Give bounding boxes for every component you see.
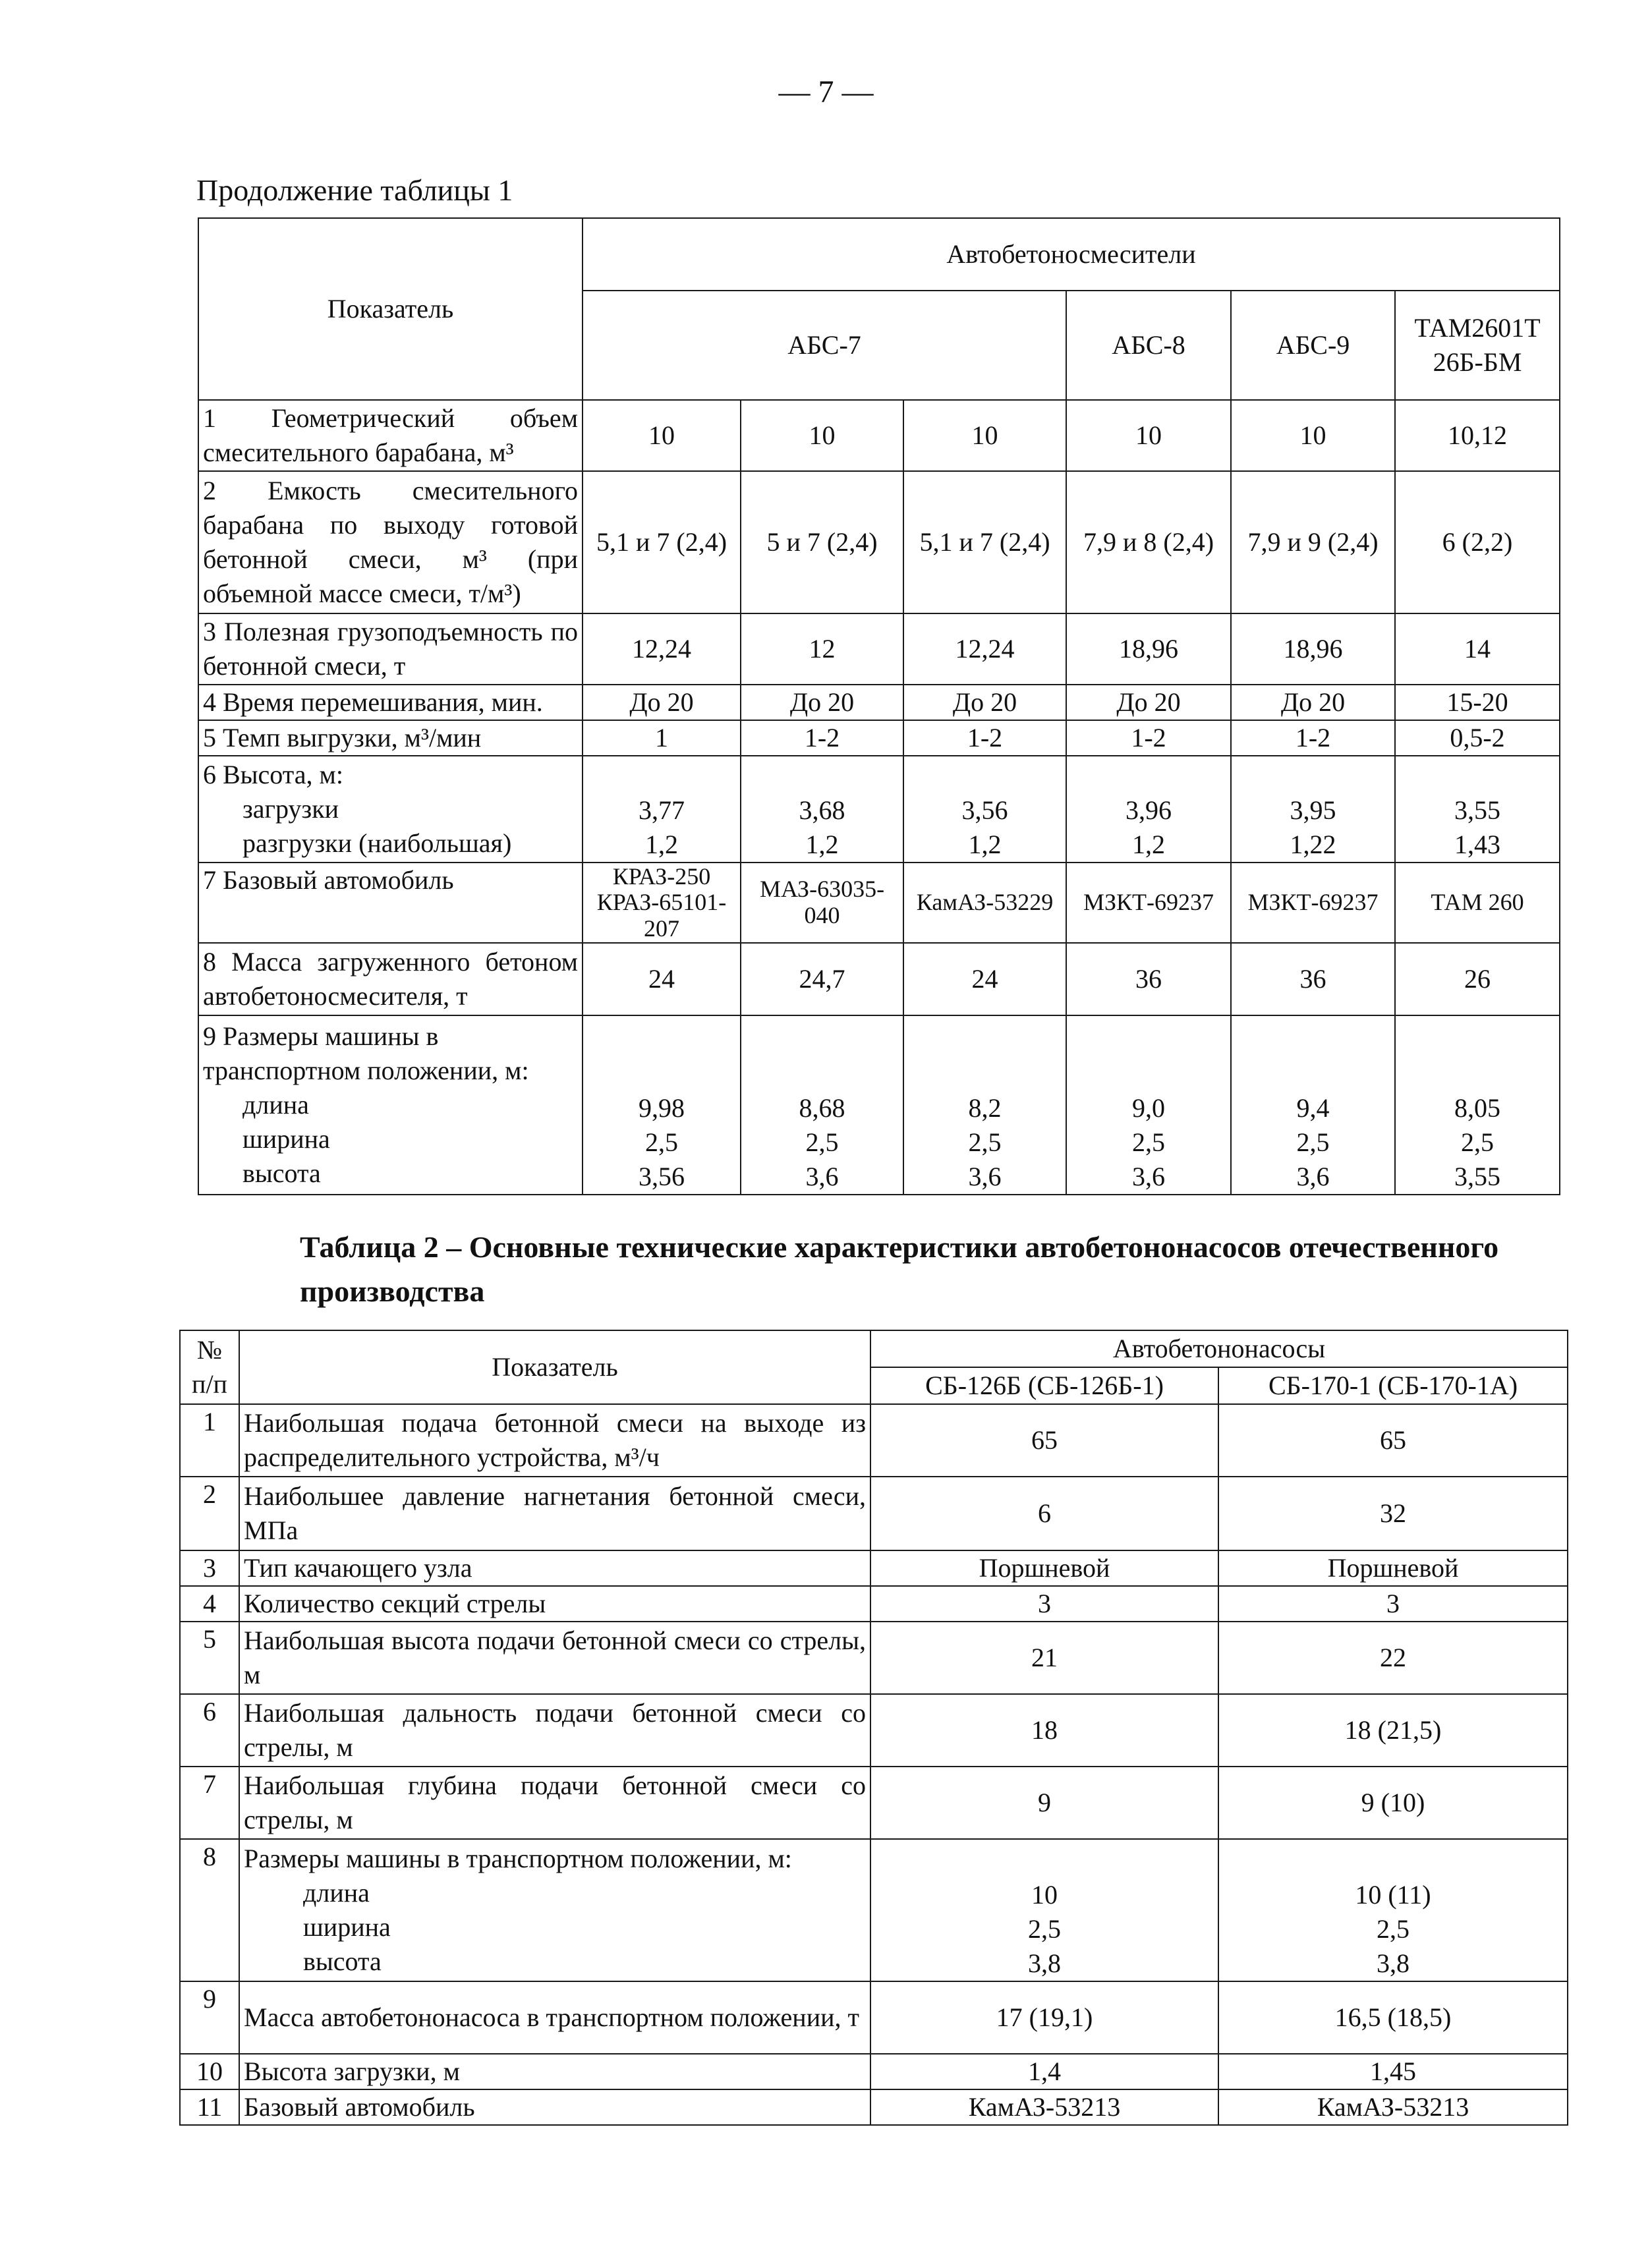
t1-cell: 8,05 2,5 3,55 <box>1395 1015 1560 1195</box>
page-number: — 7 — <box>778 74 874 109</box>
t2-head-num: № п/п <box>180 1330 239 1404</box>
t1-cell: 24,7 <box>741 943 903 1015</box>
t2-cell: Поршневой <box>870 1550 1218 1586</box>
t2-cell: 17 (19,1) <box>870 1981 1218 2054</box>
t1-row-label: 7 Базовый автомобиль <box>198 863 583 943</box>
t1-cell: 3,96 1,2 <box>1066 756 1231 863</box>
t2-head-indicator: Показатель <box>239 1330 870 1404</box>
t1-row-label: 9 Размеры машины в транспортном положении, м: длина ширина высота <box>198 1015 583 1195</box>
t2-cell: 16,5 (18,5) <box>1218 1981 1568 2054</box>
t1-cell: До 20 <box>1231 685 1395 720</box>
t2-row-num: 5 <box>180 1622 239 1694</box>
t1-cell: 18,96 <box>1231 613 1395 685</box>
t1-cell: До 20 <box>741 685 903 720</box>
t2-head-group: Автобетононасосы <box>870 1330 1568 1367</box>
t1-cell: 10 <box>1066 400 1231 471</box>
t1-cell: МЗКТ-69237 <box>1066 863 1231 943</box>
t2-cell: 1,45 <box>1218 2054 1568 2089</box>
t1-cell: 5 и 7 (2,4) <box>741 471 903 613</box>
t1-cell: До 20 <box>583 685 741 720</box>
t1-cell: 24 <box>583 943 741 1015</box>
t2-cell: 22 <box>1218 1622 1568 1694</box>
t2-row-num: 1 <box>180 1404 239 1477</box>
t1-cell: КамАЗ-53229 <box>903 863 1066 943</box>
t2-cell: 32 <box>1218 1477 1568 1550</box>
t2-head-model: СБ-170-1 (СБ-170-1А) <box>1218 1367 1568 1404</box>
t2-row-num: 9 <box>180 1981 239 2054</box>
t1-cell: 8,2 2,5 3,6 <box>903 1015 1066 1195</box>
t2-cell: 9 <box>870 1767 1218 1839</box>
t2-row-num: 11 <box>180 2089 239 2125</box>
t1-head-group: Автобетоносмесители <box>583 218 1560 291</box>
t1-cell: 1-2 <box>903 720 1066 756</box>
t2-row-label: Базовый автомобиль <box>239 2089 870 2125</box>
t2-row-label: Наибольшая глубина подачи бетонной смеси со стрелы, м <box>239 1767 870 1839</box>
t1-cell: 0,5-2 <box>1395 720 1560 756</box>
t1-cell: 9,4 2,5 3,6 <box>1231 1015 1395 1195</box>
t2-row-label: Высота загрузки, м <box>239 2054 870 2089</box>
t2-row-label: Масса автобетононасоса в транспортном положении, т <box>239 1981 870 2054</box>
t2-cell: КамАЗ-53213 <box>1218 2089 1568 2125</box>
t2-cell: 21 <box>870 1622 1218 1694</box>
t1-cell: 9,0 2,5 3,6 <box>1066 1015 1231 1195</box>
t1-cell: 10 <box>1231 400 1395 471</box>
t2-row-label: Наибольшая подача бетонной смеси на выходе из распределительного устройства, м³/ч <box>239 1404 870 1477</box>
table1 <box>198 217 1560 1195</box>
t1-cell: До 20 <box>1066 685 1231 720</box>
t1-cell: 1 <box>583 720 741 756</box>
t1-cell: 5,1 и 7 (2,4) <box>903 471 1066 613</box>
t2-row-num: 6 <box>180 1694 239 1767</box>
t1-cell: 14 <box>1395 613 1560 685</box>
t2-cell: Поршневой <box>1218 1550 1568 1586</box>
t1-cell: 36 <box>1066 943 1231 1015</box>
t1-cell: 12 <box>741 613 903 685</box>
t1-cell: 10 <box>583 400 741 471</box>
t1-cell: 9,98 2,5 3,56 <box>583 1015 741 1195</box>
t1-row-label: 6 Высота, м: загрузки разгрузки (наибольшая) <box>198 756 583 863</box>
t2-cell: 3 <box>1218 1586 1568 1622</box>
t1-cell: 36 <box>1231 943 1395 1015</box>
t1-head-model: АБС-7 <box>583 291 1066 400</box>
t1-cell: 6 (2,2) <box>1395 471 1560 613</box>
t1-cell: 7,9 и 8 (2,4) <box>1066 471 1231 613</box>
t1-head-model: ТАМ2601Т 26Б-БМ <box>1395 291 1560 400</box>
t2-row-label: Наибольшая дальность подачи бетонной смеси со стрелы, м <box>239 1694 870 1767</box>
t1-cell: МЗКТ-69237 <box>1231 863 1395 943</box>
t1-cell: 3,95 1,22 <box>1231 756 1395 863</box>
t1-cell: 10 <box>741 400 903 471</box>
table2 <box>179 1330 1568 2126</box>
t1-cell: 1-2 <box>1231 720 1395 756</box>
t1-cell: 10 <box>903 400 1066 471</box>
t2-row-num: 3 <box>180 1550 239 1586</box>
t1-cell: 3,68 1,2 <box>741 756 903 863</box>
t1-cell: ТАМ 260 <box>1395 863 1560 943</box>
t1-row-label: 3 Полезная грузоподъемность по бетонной смеси, т <box>198 613 583 685</box>
t1-cell: 18,96 <box>1066 613 1231 685</box>
t1-cell: До 20 <box>903 685 1066 720</box>
t1-cell: МАЗ-63035-040 <box>741 863 903 943</box>
t2-row-num: 2 <box>180 1477 239 1550</box>
t1-cell: 12,24 <box>903 613 1066 685</box>
t2-cell: 65 <box>1218 1404 1568 1477</box>
t1-row-label: 4 Время перемешивания, мин. <box>198 685 583 720</box>
table1-caption: Продолжение таблицы 1 <box>196 173 513 207</box>
t1-cell: 12,24 <box>583 613 741 685</box>
t1-head-model: АБС-9 <box>1231 291 1395 400</box>
t1-cell: 1-2 <box>1066 720 1231 756</box>
t1-cell: 3,56 1,2 <box>903 756 1066 863</box>
t1-cell: 8,68 2,5 3,6 <box>741 1015 903 1195</box>
t1-row-label: 8 Масса загруженного бетоном автобетоносмесителя, т <box>198 943 583 1015</box>
t1-cell: 7,9 и 9 (2,4) <box>1231 471 1395 613</box>
t2-cell: 1,4 <box>870 2054 1218 2089</box>
t2-cell: 9 (10) <box>1218 1767 1568 1839</box>
t2-row-num: 8 <box>180 1839 239 1981</box>
t2-row-label: Количество секций стрелы <box>239 1586 870 1622</box>
t1-cell: КРАЗ-250 КРАЗ-65101-207 <box>583 863 741 943</box>
t2-head-model: СБ-126Б (СБ-126Б-1) <box>870 1367 1218 1404</box>
t1-cell: 3,77 1,2 <box>583 756 741 863</box>
t2-row-label: Наибольшая высота подачи бетонной смеси со стрелы, м <box>239 1622 870 1694</box>
t1-cell: 15-20 <box>1395 685 1560 720</box>
t1-head-model: АБС-8 <box>1066 291 1231 400</box>
t1-cell: 10,12 <box>1395 400 1560 471</box>
t1-cell: 24 <box>903 943 1066 1015</box>
t2-cell: КамАЗ-53213 <box>870 2089 1218 2125</box>
t2-cell: 3 <box>870 1586 1218 1622</box>
t2-row-label: Наибольшее давление нагнетания бетонной смеси, МПа <box>239 1477 870 1550</box>
t2-cell: 6 <box>870 1477 1218 1550</box>
t2-cell: 10 2,5 3,8 <box>870 1839 1218 1981</box>
t1-cell: 1-2 <box>741 720 903 756</box>
table2-title: Таблица 2 – Основные технические характеристики автобетононасосов отечественного производства <box>300 1230 1499 1308</box>
t1-cell: 26 <box>1395 943 1560 1015</box>
t2-row-label: Размеры машины в транспортном положении, м: длина ширина высота <box>239 1839 870 1981</box>
t2-row-num: 4 <box>180 1586 239 1622</box>
t1-row-label: 1 Геометрический объем смесительного барабана, м³ <box>198 400 583 471</box>
t1-row-label: 2 Емкость смесительного барабана по выходу готовой бетонной смеси, м³ (при объемной массе смеси, т/м³) <box>198 471 583 613</box>
t1-head-indicator: Показатель <box>198 218 583 400</box>
t2-row-num: 10 <box>180 2054 239 2089</box>
t2-cell: 65 <box>870 1404 1218 1477</box>
t1-row-label: 5 Темп выгрузки, м³/мин <box>198 720 583 756</box>
t1-cell: 5,1 и 7 (2,4) <box>583 471 741 613</box>
t2-row-label: Тип качающего узла <box>239 1550 870 1586</box>
t1-cell: 3,55 1,43 <box>1395 756 1560 863</box>
t2-cell: 10 (11) 2,5 3,8 <box>1218 1839 1568 1981</box>
t2-cell: 18 <box>870 1694 1218 1767</box>
t2-row-num: 7 <box>180 1767 239 1839</box>
t2-cell: 18 (21,5) <box>1218 1694 1568 1767</box>
